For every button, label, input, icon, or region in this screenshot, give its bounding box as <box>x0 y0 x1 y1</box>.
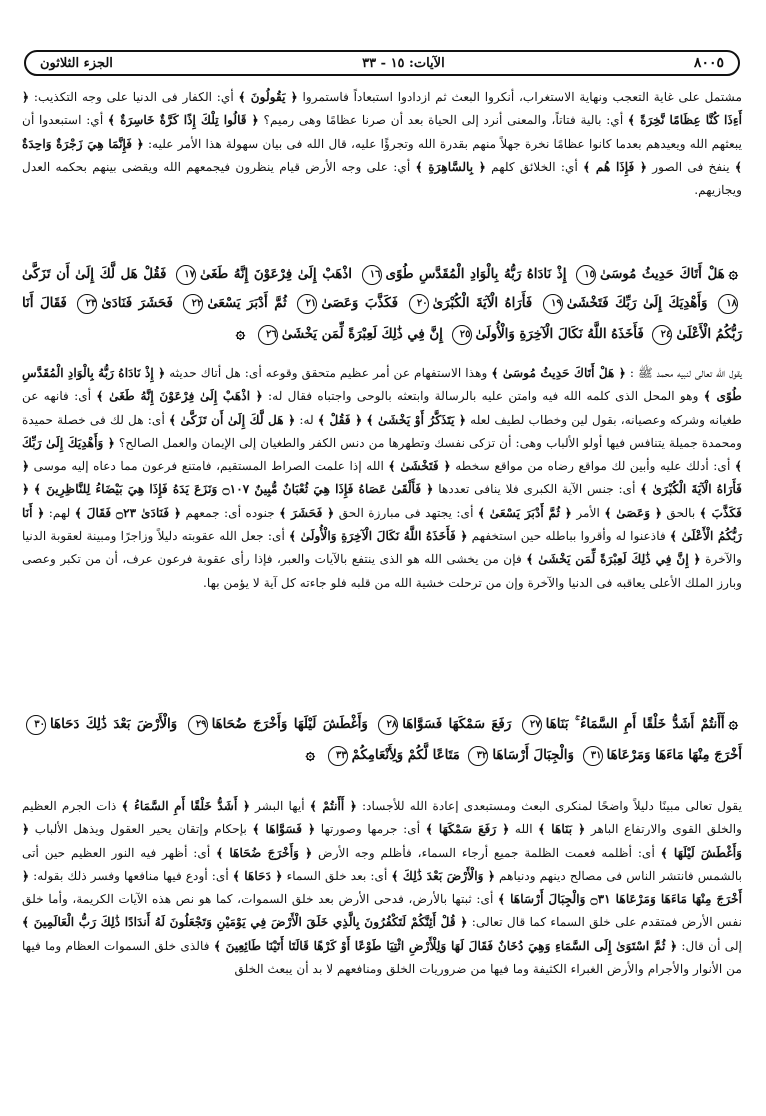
quran-quote: ﴿ وَأَخْرَجَ ضُحَاهَا ﴾ <box>216 845 313 860</box>
tafsir-text: الله إذا علمت الصراط المستقيم، فامتنع فرعون مما دعاه إليه موسى <box>29 459 389 474</box>
verse-text: أَأَنتُمْ أَشَدُّ خَلْقًا أَمِ السَّمَاءُ ۚ بَنَاهَا <box>545 717 725 732</box>
quran-quote: ﴿ ثُمَّ أَدْبَرَ يَسْعَىٰ ﴾ <box>477 505 572 520</box>
verse-text: رَفَعَ سَمْكَهَا فَسَوَّاهَا <box>402 717 512 732</box>
verse-number-marker: ٢٧ <box>522 715 542 735</box>
tafsir-text: ينفخ فى الصور <box>647 159 735 174</box>
quran-quote: ﴿ وَالْأَرْضَ بَعْدَ ذَٰلِكَ ﴾ <box>391 868 496 883</box>
tafsir-paragraph-2 <box>22 362 742 595</box>
quran-verses-15-26 <box>22 258 742 349</box>
quran-quote: ﴿ قَالُوا تِلْكَ إِذًا كَرَّةٌ خَاسِرَةٌ ﴾ <box>107 113 259 128</box>
quran-quote: ﴿ فَكَذَّبَ ﴾ <box>22 482 743 520</box>
tafsir-text: أى: أودع فيها منافعها وفسر ذلك بقوله: <box>29 868 233 883</box>
tafsir-text: إلى أن قال: <box>677 938 742 953</box>
quran-quote: ﴿ فَقُلْ ﴾ <box>317 412 363 427</box>
quran-quote: ﴿ فَإِنَّمَا هِيَ زَجْرَةٌ وَاحِدَةٌ ﴾ <box>22 136 742 174</box>
quran-quote: ﴿ بِالسَّاهِرَةِ ﴾ <box>415 159 486 174</box>
verse-number-marker: ٢١ <box>297 294 317 314</box>
tafsir-text: أي: على وجه الأرض قيام ينظرون فيجمعهم الله ويقضى بينهم بحكمه العدل ويجازيهم. <box>22 159 742 198</box>
ornament-icon: ۞ <box>235 323 246 342</box>
verse-number-marker: ٣١ <box>583 746 603 766</box>
page-number: ٨٠٠٥ <box>693 55 724 71</box>
verse-text: فَأَرَاهُ الْآيَةَ الْكُبْرَىٰ <box>432 296 533 311</box>
ornament-icon: ۞ <box>728 713 738 732</box>
quran-quote: ﴿ فَأَرَاهُ الْآيَةَ الْكُبْرَىٰ ﴾ <box>22 459 742 497</box>
verse-number-marker: ١٥ <box>576 265 596 285</box>
verse-text: فَكَذَّبَ وَعَصَىٰ <box>321 296 399 311</box>
tafsir-text: فاذعنوا له وأقروا بباطله حين استخفهم <box>467 529 670 544</box>
quran-quote: ﴿ إِذْ نَادَاهُ رَبُّهُ بِالْوَادِ الْمُقَدَّسِ طُوًى ﴾ <box>22 366 742 404</box>
tafsir-text: أى: فانهه عن طغيانه وشركه وعصيانه، بقول لين وخطاب لطيف لعله <box>22 389 742 427</box>
quran-quote: ﴿ أَأَنتُمْ ﴾ <box>309 799 357 813</box>
quran-quote: ﴿ اذْهَبْ إِلَىٰ فِرْعَوْنَ إِنَّهُ طَغَىٰ ﴾ <box>96 389 263 404</box>
juz-label: الجزء الثلاثون <box>40 55 113 71</box>
verse-text: وَأَغْطَشَ لَيْلَهَا وَأَخْرَجَ ضُحَاهَا <box>211 717 368 732</box>
tafsir-text: لهم: <box>44 505 75 520</box>
verse-number-marker: ١٧ <box>176 265 196 285</box>
quran-quote: ﴿ وَعَصَىٰ ﴾ <box>604 505 663 520</box>
verse-text: إِنَّ فِي ذَٰلِكَ لَعِبْرَةً لِّمَن يَخْشَىٰ <box>281 327 443 342</box>
verse-number-marker: ٣٠ <box>26 715 46 735</box>
tafsir-text: وهذا الاستفهام عن أمر عظيم متحقق وقوعه أى: هل أتاك حديثه <box>165 366 492 380</box>
quran-quote: ﴿ فَأَخَذَهُ اللَّهُ نَكَالَ الْآخِرَةِ وَالْأُولَىٰ ﴾ <box>289 529 468 544</box>
quran-quote: ﴿ إِنَّ فِي ذَٰلِكَ لَعِبْرَةً لِّمَن يَخْشَىٰ ﴾ <box>526 552 701 567</box>
verse-text: هَلْ أَتَاكَ حَدِيثُ مُوسَىٰ <box>600 267 725 282</box>
quran-quote: ﴿ فَإِذَا هُم ﴾ <box>583 159 648 174</box>
verse-text: فَقَالَ أَنَا رَبُّكُمُ الْأَعْلَىٰ <box>22 296 742 342</box>
quran-quote: ﴿ فَسَوَّاهَا ﴾ <box>252 822 316 837</box>
tafsir-text: أى: أظلمه فعمت الظلمة جميع أرجاء السماء، فأظلم وجه الأرض <box>312 845 661 860</box>
quran-quote: ﴿ أَنَا رَبُّكُمُ الْأَعْلَىٰ ﴾ <box>22 505 742 544</box>
tafsir-text: أى: جنس الآية الكبرى فلا ينافى تعددها <box>433 482 641 497</box>
tafsir-text: أى: جرمها وصورتها <box>315 822 426 837</box>
tafsir-text: أى: أظهر فيه النور العظيم حين أتى بالشمس فانتشر الناس فى مصالح دينهم ودنياهم <box>22 845 743 883</box>
verse-text: إِذْ نَادَاهُ رَبُّهُ بِالْوَادِ الْمُقَدَّسِ طُوًى <box>385 267 567 282</box>
ornament-icon: ۞ <box>305 744 315 763</box>
tafsir-text: الله <box>509 822 539 837</box>
verse-number-marker: ٢٩ <box>188 715 208 735</box>
verse-number-marker: ٢٨ <box>378 715 398 735</box>
tafsir-text: أى: أدلك عليه وأبين لك مواقع رضاه من مواقع سخطه <box>450 459 735 474</box>
verse-number-marker: ٢٣ <box>77 294 97 314</box>
verse-text: وَالْأَرْضَ بَعْدَ ذَٰلِكَ دَحَاهَا <box>50 717 178 732</box>
quran-quote: ﴿ يَقُولُونَ ﴾ <box>238 90 298 104</box>
quran-quote: ﴿ أَخْرَجَ مِنْهَا مَاءَهَا وَمَرْعَاهَا ۝٣١ وَالْجِبَالَ أَرْسَاهَا ﴾ <box>22 868 742 907</box>
page-header <box>24 50 740 76</box>
quran-quote: ﴿ وَأَغْطَشَ لَيْلَهَا ﴾ <box>22 822 743 860</box>
quran-quote: ﴿ رَفَعَ سَمْكَهَا ﴾ <box>425 822 510 837</box>
tafsir-text: أيها البشر <box>249 799 310 813</box>
tafsir-text: أي: بالية فتاتاً، والمعنى أنرد إلى الحياة بعد أن صرنا عظامًا وهى رميم؟ <box>258 113 628 128</box>
quran-quote: ﴿ هَل لَّكَ إِلَىٰ أَن تَزَكَّىٰ ﴾ <box>168 412 296 427</box>
quran-quote: ﴿ وَأَهْدِيَكَ إِلَىٰ رَبِّكَ ﴾ <box>22 435 742 474</box>
quran-quote: ﴿ بَنَاهَا ﴾ <box>538 822 586 837</box>
tafsir-text: يقول تعالى مبينًا دليلاً واضحًا لمنكرى البعث ومستبعدى إعادة الله للأجساد: <box>356 799 742 813</box>
quran-quote: ﴿ يَتَذَكَّرُ أَوْ يَخْشَىٰ ﴾ <box>366 412 467 427</box>
verse-number-marker: ١٩ <box>543 294 563 314</box>
tafsir-paragraph-1 <box>22 86 742 202</box>
quran-quote: ﴿ قُلْ أَئِنَّكُمْ لَتَكْفُرُونَ بِالَّذِي خَلَقَ الْأَرْضَ فِي يَوْمَيْنِ وَتَجْعَلُونَ لَهُ أَندَادًا ذَٰلِكَ رَبُّ الْعَالَمِينَ ﴾ <box>22 915 468 930</box>
tafsir-text: أى: هل لك فى خصلة حميدة ومحمدة جميلة يتنافس فيها أولو الألباب وهى: أن تزكى نفسك وتطهرها من دنس الكفر والطغيان إلى الإيمان والعمل الصالح؟ <box>22 412 743 450</box>
verse-number-marker: ٢٠ <box>409 294 429 314</box>
verse-number-marker: ٢٦ <box>258 325 278 345</box>
tafsir-text: أي: الخلائق كلهم <box>485 159 584 174</box>
verse-text: مَتَاعًا لَّكُمْ وَلِأَنْعَامِكُمْ <box>351 748 460 763</box>
verse-number-marker: ٢٥ <box>452 325 472 345</box>
tafsir-text: أي: الكفار فى الدنيا على وجه التكذيب: <box>29 90 239 104</box>
quran-quote: ﴿ فَنَادَىٰ ۝٢٣ فَقَالَ ﴾ <box>74 505 182 520</box>
verse-text: فَحَشَرَ فَنَادَىٰ <box>101 296 173 311</box>
tafsir-text: الأمر <box>571 505 605 520</box>
tafsir-text: يقول الله تعالى لنبيه محمد ﷺ : <box>625 366 742 380</box>
tafsir-text: وهو المحل الذى كلمه الله فيه وامتن عليه بالرسالة وابتعثه بالوحى واجتباه فقال له: <box>262 389 704 404</box>
tafsir-text: أى: يجتهد فى مبارزة الحق <box>334 505 478 520</box>
tafsir-text: أي: استبعدوا أن يبعثهم الله ويعيدهم بعدما كانوا عظامًا نخرة جهلاً منهم بقدرة الله وتجرؤًا عليه، قال الله فى بيان سهولة هذا الأمر عليه: <box>22 113 742 151</box>
ayat-range-label: الآيات: ١٥ - ٣٣ <box>362 55 445 71</box>
quran-quote: ﴿ فَحَشَرَ ﴾ <box>279 505 335 520</box>
quran-quote: ﴿ فَتَخْشَىٰ ﴾ <box>388 459 451 474</box>
tafsir-text: له: <box>295 412 318 427</box>
quran-quote: ﴿ ثُمَّ اسْتَوَىٰ إِلَى السَّمَاءِ وَهِيَ دُخَانٌ فَقَالَ لَهَا وَلِلْأَرْضِ ائْتِيَا طَوْعًا أَوْ كَرْهًا قَالَتَا أَتَيْنَا طَائِعِينَ ﴾ <box>213 938 678 953</box>
tafsir-text: ذات الجرم العظيم والخلق القوى والارتفاع الباهر <box>22 799 742 837</box>
verse-text: وَالْجِبَالَ أَرْسَاهَا <box>492 748 574 763</box>
tafsir-text: جنوده أى: جمعهم <box>181 505 280 520</box>
quran-quote: ﴿ أَشَدُّ خَلْقًا أَمِ السَّمَاءُ ﴾ <box>121 799 250 813</box>
tafsir-text: أى: بعد خلق السماء <box>282 868 392 883</box>
verse-text: فَأَخَذَهُ اللَّهُ نَكَالَ الْآخِرَةِ وَالْأُولَىٰ <box>475 327 644 342</box>
quran-quote: ﴿ أَءِذَا كُنَّا عِظَامًا نَّخِرَةً ﴾ <box>22 90 742 128</box>
verse-number-marker: ٣٣ <box>328 746 348 766</box>
quran-quote: ﴿ فَأَلْقَىٰ عَصَاهُ فَإِذَا هِيَ ثُعْبَانٌ مُّبِينٌ ۝١٠٧ وَنَزَعَ يَدَهُ فَإِذَا هِيَ بَيْضَاءُ لِلنَّاظِرِينَ ﴾ <box>33 482 434 497</box>
verse-number-marker: ٣٢ <box>468 746 488 766</box>
verse-number-marker: ٢٤ <box>652 325 672 345</box>
tafsir-text: أى: جعل الله عقوبته دليلاً وزاجرًا ومبينة لعقوبة الدنيا والآخرة <box>22 529 742 567</box>
quran-quote: ﴿ هَلْ أَتَاكَ حَدِيثُ مُوسَىٰ ﴾ <box>491 366 626 380</box>
tafsir-text: فإن من يخشى الله هو الذى ينتفع بالآيات والعبر، فإذا رأى عقوبة فرعون عرف، أن من تكبر وعصى وبارز الملك الأعلى يعاقبه فى الدنيا والآخرة وإن من ترحلت خشية الله من قلبه فلو جاءته كل آية لا يؤمن بها. <box>22 552 742 590</box>
verse-number-marker: ١٨ <box>718 294 738 314</box>
verse-number-marker: ٢٢ <box>183 294 203 314</box>
tafsir-text: أى: ثبتها بالأرض، فدحى الأرض بعد خلق السموات، كما هو نص هذه الآيات الكريمة، وأما خلق نفس الأرض فمتقدم على خلق السماء كما قال تعالى: <box>22 892 742 930</box>
tafsir-text: مشتمل على غاية التعجب ونهاية الاستغراب، أنكروا البعث ثم ازدادوا استبعاداً فاستمروا <box>297 90 743 104</box>
tafsir-text: بالحق <box>662 505 700 520</box>
verse-number-marker: ١٦ <box>362 265 382 285</box>
tafsir-text: فالذى خلق السموات العظام وما فيها من الأنوار والأجرام والأرض الغبراء الكثيفة وما فيها من ضروريات الخلق ومنافعهم لا بد أن يبعث الخلق <box>22 938 742 977</box>
verse-text: وَأَهْدِيَكَ إِلَىٰ رَبِّكَ فَتَخْشَىٰ <box>566 296 708 311</box>
verse-text: اذْهَبْ إِلَىٰ فِرْعَوْنَ إِنَّهُ طَغَىٰ <box>200 267 352 282</box>
tafsir-paragraph-3 <box>22 795 742 981</box>
ornament-icon: ۞ <box>728 263 738 282</box>
quran-verses-27-33 <box>22 708 742 770</box>
tafsir-text: بإحكام وإتقان يحير العقول ويذهل الألباب <box>29 822 253 837</box>
verse-text: أَخْرَجَ مِنْهَا مَاءَهَا وَمَرْعَاهَا <box>606 748 742 763</box>
verse-text: فَقُلْ هَل لَّكَ إِلَىٰ أَن تَزَكَّىٰ <box>22 267 167 282</box>
verse-text: ثُمَّ أَدْبَرَ يَسْعَىٰ <box>207 296 287 311</box>
quran-quote: ﴿ دَحَاهَا ﴾ <box>232 868 283 883</box>
